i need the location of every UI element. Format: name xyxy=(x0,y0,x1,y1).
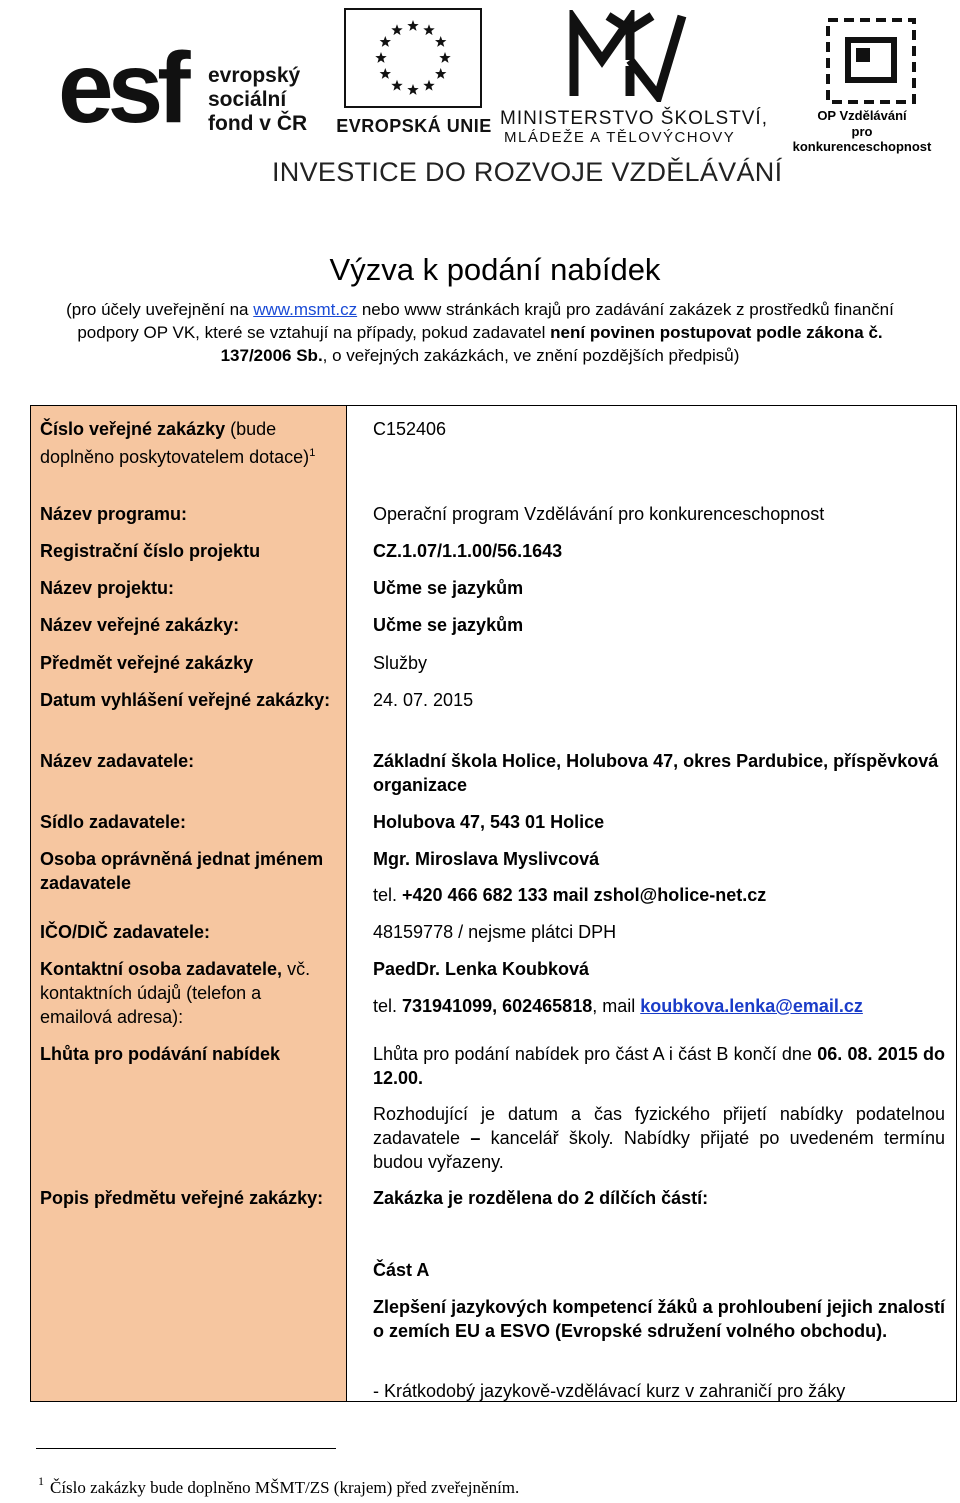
lhuta-label: Lhůta pro podávání nabídek xyxy=(40,1044,281,1064)
eu-star-icon xyxy=(407,20,418,31)
opvk-line2: pro konkurenceschopnost xyxy=(792,124,932,154)
projekt-value: Učme se jazykům xyxy=(373,578,524,598)
tender-table xyxy=(30,405,957,1402)
eu-star-icon xyxy=(391,80,402,91)
kontakt-email-link[interactable]: koubkova.lenka@email.cz xyxy=(640,996,863,1016)
eu-logo xyxy=(334,8,494,138)
reg-label: Registrační číslo projektu xyxy=(40,541,261,561)
eu-star-icon xyxy=(380,68,391,79)
eu-star-icon xyxy=(435,36,446,47)
kontakt-label-rest: vč. kontaktních údajů (telefon a emailová adresa): xyxy=(40,959,311,1027)
osoba-name: Mgr. Miroslava Myslivcová xyxy=(373,849,600,869)
popis-value: Zakázka je rozdělena do 2 dílčích částí: xyxy=(373,1188,709,1208)
eu-star-icon xyxy=(423,24,434,35)
lhuta-text: Lhůta pro podání nabídek pro část A i část B končí dne xyxy=(373,1044,818,1064)
page-subtitle xyxy=(40,298,920,367)
lhuta-note-part: Rozhodující je datum a čas fyzického přijetí nabídky podatelnou zadavatele xyxy=(373,1104,945,1148)
tagline: INVESTICE DO ROZVOJE VZDĚLÁVÁNÍ xyxy=(272,157,783,187)
eu-star-icon xyxy=(391,24,402,35)
kontakt-tel: 731941099, 602465818 xyxy=(402,996,593,1016)
osoba-tel-prefix: tel. xyxy=(373,885,398,905)
sidlo-value: Holubova 47, 543 01 Holice xyxy=(373,812,605,832)
esf-mark: esf xyxy=(58,32,185,144)
lhuta-deadline: 06. 08. 2015 do 12.00. xyxy=(373,1044,945,1088)
ico-label: IČO/DIČ zadavatele: xyxy=(40,922,211,942)
eu-caption: EVROPSKÁ UNIE xyxy=(336,116,492,136)
footnote-text: Číslo zakázky bude doplněno MŠMT/ZS (krajem) před zveřejněním. xyxy=(50,1478,520,1497)
kontakt-label-bold: Kontaktní osoba zadavatele, xyxy=(40,959,283,979)
esf-caption xyxy=(208,64,307,136)
program-value: Operační program Vzdělávání pro konkurenceschopnost xyxy=(373,504,825,524)
subtitle-part: nebo www stránkách krajů pro zadávání zakázek z prostředků finanční podpory OP VK, které se vztahují na případy, pokud zadavatel xyxy=(77,300,894,342)
eu-star-icon xyxy=(407,84,418,95)
lhuta-note-part: kancelář školy. Nabídky přijaté po uvedeném termínu budou vyřazeny. xyxy=(373,1128,945,1172)
kontakt-tel-prefix: tel. xyxy=(373,996,403,1016)
eu-star-icon xyxy=(439,52,450,63)
opvk-line1: OP Vzdělávání xyxy=(817,108,907,123)
sidlo-label: Sídlo zadavatele: xyxy=(40,812,187,832)
esf-line2: sociální xyxy=(208,88,287,111)
lhuta-value xyxy=(373,1042,945,1090)
kontakt-contact xyxy=(373,994,945,1018)
cislo-label-bold: Číslo veřejné zakázky xyxy=(40,419,226,439)
opvk-mark-icon xyxy=(826,18,916,104)
eu-star-icon xyxy=(423,80,434,91)
msmt-mark-icon xyxy=(568,10,688,102)
page-title: Výzva k podání nabídek xyxy=(329,252,661,287)
datum-label: Datum vyhlášení veřejné zakázky: xyxy=(40,690,331,710)
subtitle-part: , o veřejných zakázkách, ve znění pozdějších předpisů) xyxy=(322,346,740,365)
predmet-value: Služby xyxy=(373,653,428,673)
subtitle-bold: není povinen postupovat podle zákona č. 137/2006 Sb. xyxy=(220,323,883,365)
footnote-number: 1 xyxy=(38,1474,44,1488)
osoba-label: Osoba oprávněná jednat jménem zadavatele xyxy=(40,849,324,893)
zakazka-label: Název veřejné zakázky: xyxy=(40,615,240,635)
cast-a-item: - Krátkodobý jazykově-vzdělávací kurz v zahraničí pro žáky xyxy=(373,1381,846,1401)
eu-star-icon xyxy=(375,52,386,63)
esf-line1: evropský xyxy=(208,64,301,87)
msmt-link[interactable]: www.msmt.cz xyxy=(253,300,358,319)
eu-stars-icon xyxy=(346,10,480,106)
esf-logo xyxy=(58,32,328,148)
opvk-logo xyxy=(782,18,942,154)
eu-star-icon xyxy=(435,68,446,79)
msmt-logo xyxy=(500,10,775,146)
kontakt-name: PaedDr. Lenka Koubková xyxy=(373,959,590,979)
esf-line3: fond v ČR xyxy=(208,112,308,135)
datum-value: 24. 07. 2015 xyxy=(373,690,474,710)
osoba-tel: +420 466 682 133 mail zshol@holice-net.cz xyxy=(397,885,767,905)
cast-a-desc: Zlepšení jazykových kompetencí žáků a prohloubení jejich znalostí o zemích EU a ESVO (Evropské sdružení volného obchodu). xyxy=(373,1297,945,1341)
zadavatel-value: Základní škola Holice, Holubova 47, okres Pardubice, příspěvková organizace xyxy=(373,751,939,795)
footnote-mark: 1 xyxy=(309,447,316,459)
cast-a-heading: Část A xyxy=(373,1260,430,1280)
kontakt-label xyxy=(40,957,335,1029)
osoba-contact xyxy=(373,883,945,907)
popis-label: Popis předmětu veřejné zakázky: xyxy=(40,1188,324,1208)
msmt-line2: MLÁDEŽE A TĚLOVÝCHOVY xyxy=(504,129,736,146)
eu-flag-icon xyxy=(344,8,482,108)
zadavatel-label: Název zadavatele: xyxy=(40,751,195,771)
projekt-label: Název projektu: xyxy=(40,578,175,598)
eu-star-icon xyxy=(380,36,391,47)
cislo-value: C152406 xyxy=(373,419,447,439)
cislo-label-rest: (bude doplněno poskytovatelem dotace) xyxy=(40,419,310,467)
footnote-rule xyxy=(36,1448,336,1449)
ico-value: 48159778 / nejsme plátci DPH xyxy=(373,922,617,942)
cislo-label xyxy=(40,417,335,469)
zakazka-value: Učme se jazykům xyxy=(373,615,524,635)
kontakt-mail-prefix: , mail xyxy=(592,996,641,1016)
subtitle-part: (pro účely uveřejnění na xyxy=(66,300,254,319)
predmet-label: Předmět veřejné zakázky xyxy=(40,653,254,673)
lhuta-note xyxy=(373,1102,945,1174)
lhuta-note-dash: – xyxy=(470,1128,481,1148)
msmt-line1: MINISTERSTVO ŠKOLSTVÍ, xyxy=(500,108,768,129)
program-label: Název programu: xyxy=(40,504,188,524)
reg-value: CZ.1.07/1.1.00/56.1643 xyxy=(373,541,563,561)
